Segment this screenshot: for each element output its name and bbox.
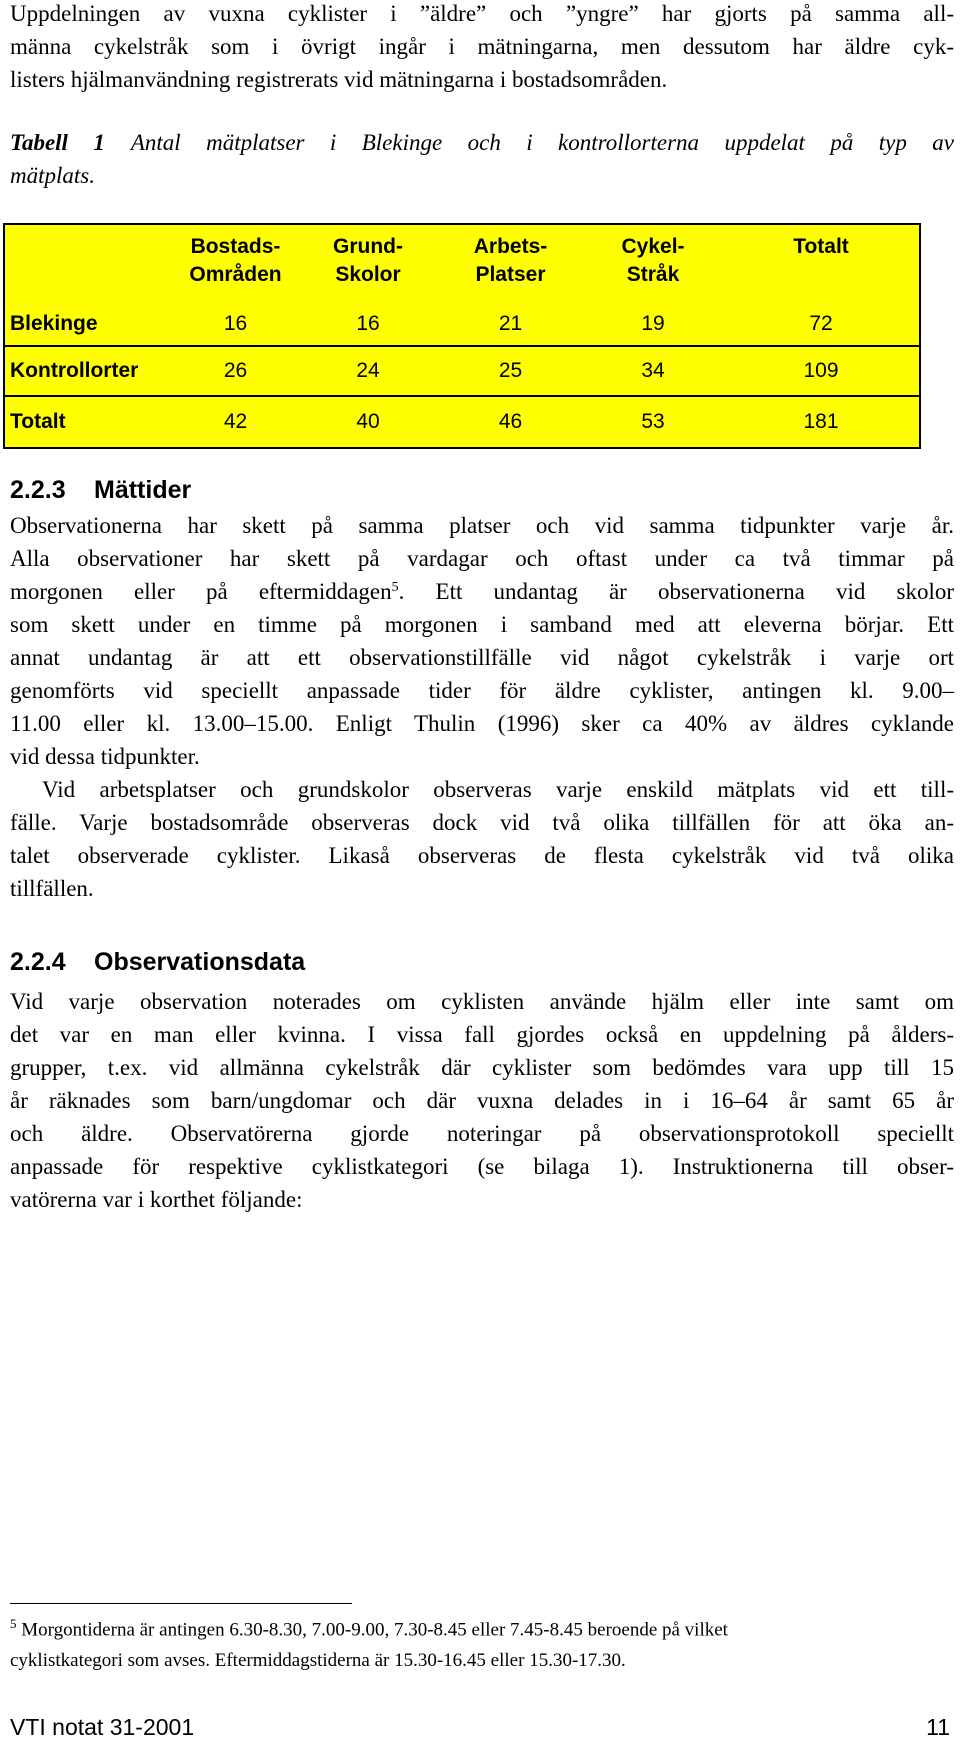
footnote-number: 5: [10, 1616, 17, 1631]
text-line: talet observerade cyklister. Likaså observeras de flesta cykelstråk vid två olika: [10, 843, 954, 868]
text-line: och äldre. Observatörerna gjorde noteringar på observationsprotokoll speciellt: [10, 1121, 954, 1146]
text-line: grupper, t.ex. vid allmänna cykelstråk där cyklister som bedömdes vara upp till 15: [10, 1055, 954, 1080]
intro-paragraph: [10, 0, 954, 96]
text-line: genomförts vid speciellt anpassade tider för äldre cyklister, antingen kl. 9.00–: [10, 678, 954, 703]
table-cell: 109: [723, 346, 919, 396]
table-cell: 19: [583, 303, 723, 346]
section-heading-224: [10, 948, 305, 977]
text-line: Vid varje observation noterades om cyklisten använde hjälm eller inte samt om: [10, 989, 954, 1014]
column-header: Grund- Skolor: [333, 235, 403, 286]
section-224-paragraph-1: [10, 985, 954, 1216]
footnote-line: cyklistkategori som avses. Eftermiddagstiderna är 15.30-16.45 eller 15.30-17.30.: [10, 1650, 626, 1672]
header-corner: [5, 225, 173, 303]
caption-line: [10, 126, 954, 159]
section-number: 2.2.3: [10, 476, 66, 504]
table-cell: 21: [438, 303, 583, 346]
footnote-divider: [10, 1603, 352, 1604]
column-header: Totalt: [793, 235, 849, 258]
table-cell: 40: [356, 410, 380, 433]
table-cell: 72: [723, 303, 919, 346]
section-heading-223: [10, 476, 191, 505]
table-cell: 25: [438, 346, 583, 396]
table-row: [5, 346, 919, 396]
section-number: 2.2.4: [10, 948, 66, 976]
text-line: männa cykelstråk som i övrigt ingår i mätningarna, men dessutom har äldre cyk-: [10, 34, 954, 59]
text-line: vid dessa tidpunkter.: [10, 744, 200, 769]
column-header: Cykel- Stråk: [621, 235, 685, 286]
text-line: Observationerna har skett på samma platser och vid samma tidpunkter varje år.: [10, 513, 954, 538]
row-label: Blekinge: [5, 303, 173, 346]
data-table: [5, 225, 919, 447]
text-line: annat undantag är att ett observationstillfälle vid något cykelstråk i varje ort: [10, 645, 954, 670]
table-cell: 46: [498, 410, 523, 433]
table-cell: 53: [641, 410, 665, 433]
table-header-row: [5, 225, 919, 303]
caption-label: Tabell 1: [10, 130, 105, 155]
page-number: 11: [926, 1714, 950, 1740]
text-line: Uppdelningen av vuxna cyklister i ”äldre” och ”yngre” har gjorts på samma all-: [10, 1, 954, 26]
table-cell: 16: [173, 303, 298, 346]
text-line: som skett under en timme på morgonen i samband med att eleverna börjar. Ett: [10, 612, 954, 637]
text-line: vatörerna var i korthet följande:: [10, 1187, 303, 1212]
text-line: det var en man eller kvinna. I vissa fall gjordes också en uppdelning på ålders-: [10, 1022, 954, 1047]
section-title: Mättider: [94, 476, 192, 504]
footer-publication: VTI notat 31-2001: [10, 1714, 195, 1740]
footnote-line: $^5$ Morgontiderna är antingen 6.30-8.30, 7.00-9.00, 7.30-8.45 eller 7.45-8.45 beroende på vilket: [10, 1616, 728, 1641]
text-line: listers hjälmanvändning registrerats vid mätningarna i bostadsområden.: [10, 67, 668, 92]
section-title: Observationsdata: [94, 948, 306, 976]
row-label: Kontrollorter: [5, 346, 173, 396]
text-line: Vid arbetsplatser och grundskolor observeras varje enskild mätplats vid ett till-: [42, 777, 954, 802]
text-line: morgonen eller på eftermiddagen$^5$. Ett undantag är observationerna vid skolor: [10, 579, 955, 604]
table-row: [5, 303, 919, 346]
row-label: Totalt: [10, 410, 66, 433]
text-line: tillfällen.: [10, 876, 94, 901]
text-line: 11.00 eller kl. 13.00–15.00. Enligt Thulin (1996) sker ca 40% av äldres cyklande: [10, 711, 954, 736]
text-line: anpassade för respektive cyklistkategori (se bilaga 1). Instruktionerna till obser-: [10, 1154, 954, 1179]
caption-line: mätplats.: [10, 163, 95, 188]
text-line: Alla observationer har skett på vardagar och oftast under ca två timmar på: [10, 546, 954, 571]
section-223-paragraph-1: [10, 509, 954, 773]
table-row: [5, 396, 919, 447]
text-line: fälle. Varje bostadsområde observeras dock vid två olika tillfällen för att öka an-: [10, 810, 954, 835]
column-header: Arbets- Platser: [473, 235, 548, 286]
section-223-paragraph-2: [10, 773, 954, 905]
table-cell: 34: [583, 346, 723, 396]
column-header: Bostads- Områden: [189, 235, 282, 286]
table-cell: 24: [298, 346, 438, 396]
table-caption: [10, 126, 954, 192]
footnote: [10, 1608, 954, 1676]
caption-text: Antal mätplatser i Blekinge och i kontrollorterna uppdelat på typ av: [130, 130, 954, 155]
text-line: år räknades som barn/ungdomar och där vuxna delades in i 16–64 år samt 65 år: [10, 1088, 954, 1113]
table-cell: 16: [298, 303, 438, 346]
table-cell: 26: [173, 346, 298, 396]
table-cell: 42: [223, 410, 248, 433]
table-cell: 181: [803, 410, 839, 433]
footnote-marker: 5: [391, 580, 399, 595]
